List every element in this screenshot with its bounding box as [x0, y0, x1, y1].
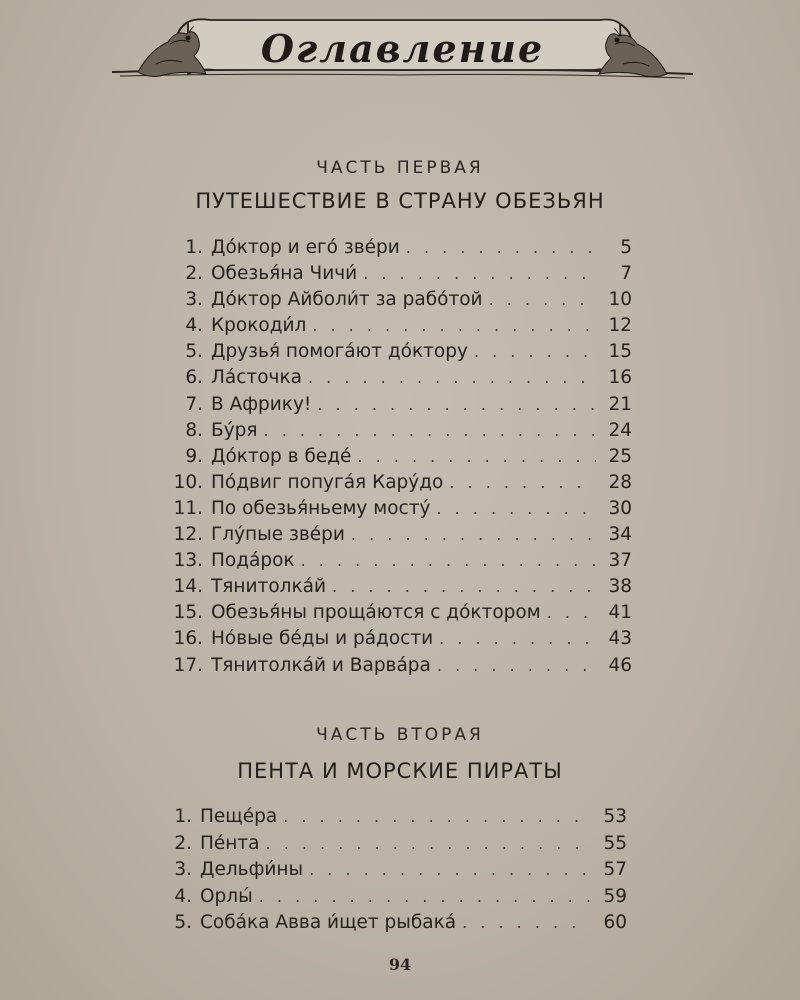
dot-leader [309, 860, 591, 879]
chapter-title: Пе́нта [200, 832, 260, 854]
chapter-title: Но́вые бе́ды и ра́дости [211, 628, 434, 650]
chapter-title: По́двиг попуга́я Кару́до [211, 471, 444, 493]
part-one-title: ПУТЕШЕСТВИЕ В СТРАНУ ОБЕЗЬЯН [195, 189, 605, 213]
chapter-page-number: 30 [608, 497, 632, 519]
chapter-title: Ла́сточка [211, 367, 302, 389]
toc-entry [172, 806, 627, 833]
chapter-page-number: 28 [608, 471, 632, 493]
chapter-number: 16. [173, 628, 203, 650]
toc-entry [172, 341, 632, 367]
dot-leader [363, 264, 596, 283]
toc-entry [172, 263, 632, 289]
chapter-number: 9. [185, 445, 203, 467]
toc-entry [172, 498, 632, 524]
chapter-page-number: 25 [608, 445, 632, 467]
chapter-title: До́ктор и его́ зве́ри [211, 237, 400, 258]
dot-leader [259, 887, 591, 906]
toc-entry [172, 912, 627, 939]
chapter-title: По обезья́ньему мосту́ [211, 497, 431, 519]
part-one-label: ЧАСТЬ ПЕРВАЯ [316, 158, 484, 178]
toc-entry [172, 367, 632, 393]
chapter-number: 1. [185, 237, 203, 258]
chapter-page-number: 59 [603, 885, 627, 907]
toc-entry [172, 394, 632, 420]
chapter-number: 17. [173, 654, 203, 676]
toc-entry [172, 886, 627, 913]
chapter-number: 14. [173, 576, 203, 598]
dot-leader [264, 421, 596, 440]
chapter-title: До́ктор в беде́ [211, 445, 352, 467]
chapter-title: Бу́ря [211, 419, 258, 441]
dot-leader [357, 447, 596, 466]
chapter-page-number: 15 [608, 341, 632, 363]
chapter-title: Тянитолка́й и Варва́ра [211, 654, 431, 676]
chapter-page-number: 5 [620, 237, 632, 258]
chapter-title: Обезья́на Чичи́ [211, 263, 358, 285]
dot-leader [351, 525, 596, 544]
dot-leader [332, 577, 596, 596]
dot-leader [439, 629, 596, 648]
chapter-title: Дельфи́ны [200, 859, 304, 881]
chapter-number: 15. [173, 602, 203, 624]
chapter-number: 5. [174, 912, 192, 934]
part-two-label: ЧАСТЬ ВТОРАЯ [316, 725, 484, 745]
chapter-title: Пода́рок [211, 550, 295, 572]
dot-leader [489, 290, 596, 309]
chapter-page-number: 16 [608, 367, 632, 389]
toc-entry [172, 472, 632, 498]
chapter-number: 11. [173, 497, 203, 519]
toc-entry [172, 859, 627, 886]
toc-entry [172, 655, 632, 681]
chapter-title: Крокоди́л [211, 315, 307, 337]
chapter-number: 4. [185, 315, 203, 337]
chapter-page-number: 41 [608, 602, 632, 624]
chapter-page-number: 55 [603, 832, 627, 854]
chapter-page-number: 12 [608, 315, 632, 337]
chapter-number: 1. [174, 806, 192, 827]
chapter-title: Орлы́ [200, 885, 253, 907]
chapter-number: 8. [185, 419, 203, 441]
dot-leader [547, 603, 596, 622]
chapter-page-number: 7 [620, 263, 632, 285]
chapter-number: 7. [185, 393, 203, 415]
chapter-page-number: 38 [608, 576, 632, 598]
chapter-title: Тянитолка́й [211, 576, 327, 598]
chapter-page-number: 21 [608, 393, 632, 415]
chapter-number: 5. [185, 341, 203, 363]
chapter-title: Обезья́ны проща́ются с до́ктором [211, 602, 541, 624]
chapter-page-number: 37 [608, 550, 632, 572]
chapter-number: 2. [174, 832, 192, 854]
chapter-title: Друзья́ помога́ют до́ктору [211, 341, 468, 363]
dot-leader [449, 473, 596, 492]
chapter-page-number: 46 [608, 654, 632, 676]
header-banner [110, 12, 695, 92]
dot-leader [436, 499, 596, 518]
dot-leader [312, 316, 596, 335]
chapter-number: 2. [185, 263, 203, 285]
chapter-title: Соба́ка Авва и́щет рыбака́ [200, 912, 457, 934]
part-two-title: ПЕНТА И МОРСКИЕ ПИРАТЫ [237, 759, 563, 783]
toc-entry [172, 420, 632, 446]
chapter-number: 3. [185, 289, 203, 311]
chapter-page-number: 43 [608, 628, 632, 650]
dot-leader [283, 807, 591, 826]
chapter-page-number: 57 [603, 859, 627, 881]
chapter-page-number: 24 [608, 419, 632, 441]
toc-entry [172, 550, 632, 576]
part-one-chapter-list [172, 237, 632, 681]
toc-entry [172, 833, 627, 860]
dot-leader [462, 913, 591, 932]
dot-leader [474, 342, 596, 361]
chapter-number: 3. [174, 859, 192, 881]
dot-leader [301, 551, 596, 570]
dot-leader [437, 656, 596, 675]
chapter-number: 13. [173, 550, 203, 572]
chapter-page-number: 53 [603, 806, 627, 827]
toc-entry [172, 524, 632, 550]
toc-entry [172, 237, 632, 263]
toc-entry [172, 315, 632, 341]
chapter-page-number: 34 [608, 524, 632, 546]
chapter-page-number: 10 [608, 289, 632, 311]
page-number: 94 [388, 955, 412, 974]
chapter-title: Пеще́ра [200, 806, 278, 827]
chapter-page-number: 60 [603, 912, 627, 934]
chapter-number: 4. [174, 885, 192, 907]
dot-leader [406, 238, 596, 257]
chapter-number: 6. [185, 367, 203, 389]
toc-entry [172, 628, 632, 654]
toc-entry [172, 446, 632, 472]
chapter-title: Глу́пые зве́ри [211, 524, 345, 546]
chapter-number: 12. [173, 524, 203, 546]
dot-leader [266, 834, 591, 853]
dot-leader [308, 368, 596, 387]
chapter-title: До́ктор Айболи́т за рабо́той [211, 289, 483, 311]
toc-entry [172, 289, 632, 315]
chapter-title: В Африку! [211, 393, 312, 415]
part-two-chapter-list [172, 806, 627, 939]
toc-entry [172, 602, 632, 628]
chapter-number: 10. [173, 471, 203, 493]
toc-entry [172, 576, 632, 602]
toc-heading: Оглавление [260, 26, 545, 71]
dot-leader [317, 395, 596, 414]
